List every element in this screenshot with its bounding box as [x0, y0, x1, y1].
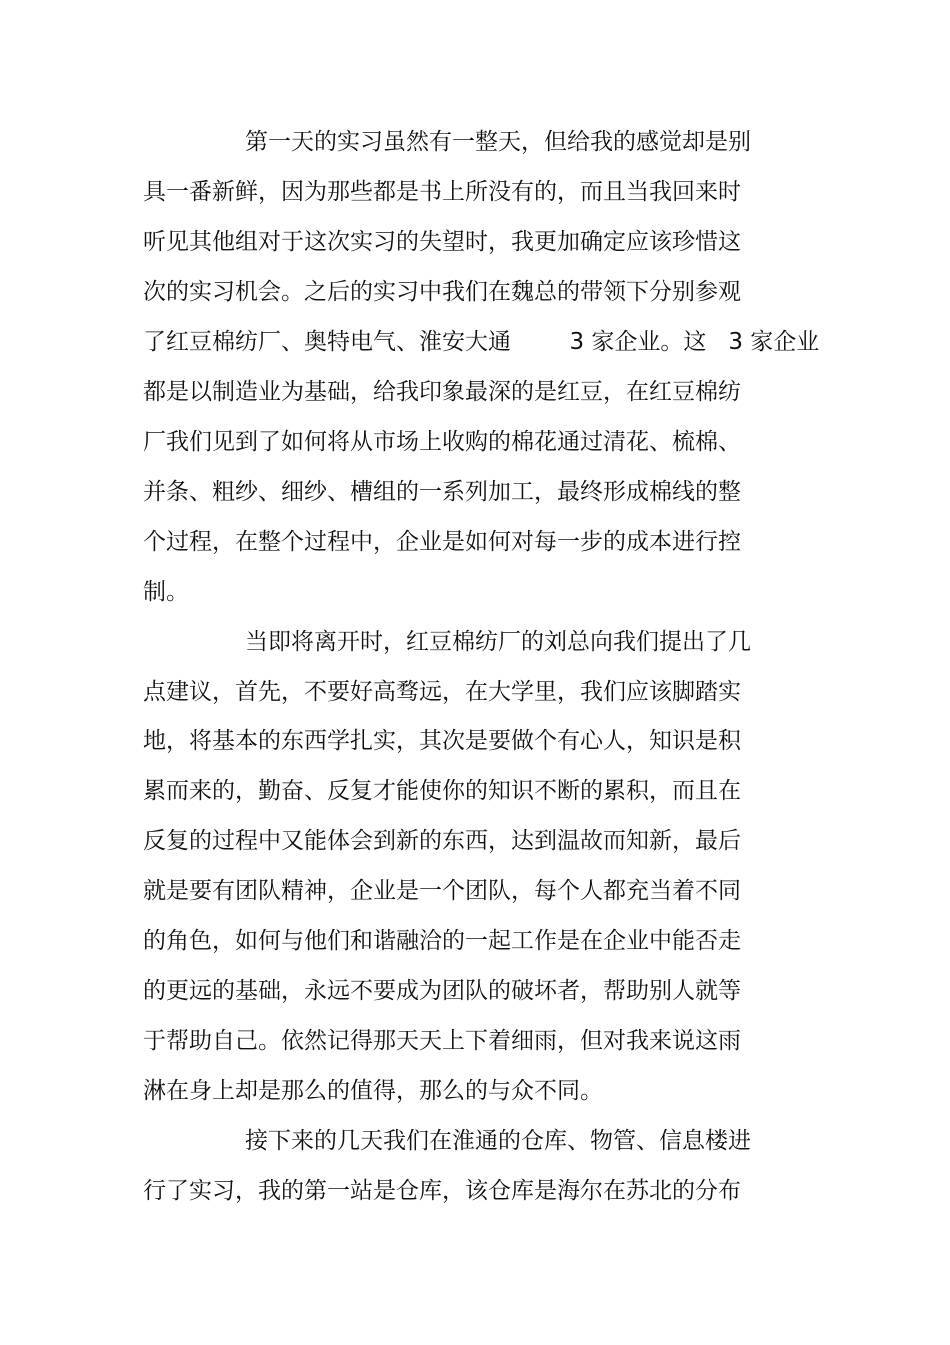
paragraph-1-line-8: 并条、粗纱、细纱、槽组的一系列加工，最终形成棉线的整	[143, 479, 741, 505]
paragraph-1-line-3: 听见其他组对于这次实习的失望时，我更加确定应该珍惜这	[143, 229, 741, 255]
paragraph-2-line-10: 淋在身上却是那么的值得，那么的与众不同。	[143, 1078, 603, 1104]
paragraph-1-line-10: 制。	[143, 579, 189, 605]
paragraph-2-line-5: 反复的过程中又能体会到新的东西，达到温故而知新，最后	[143, 828, 741, 854]
paragraph-1-line-9: 个过程，在整个过程中，企业是如何对每一步的成本进行控	[143, 529, 741, 555]
paragraph-2-line-8: 的更远的基础，永远不要成为团队的破坏者，帮助别人就等	[143, 978, 741, 1004]
paragraph-3-line-2: 行了实习，我的第一站是仓库，该仓库是海尔在苏北的分布	[143, 1178, 741, 1204]
paragraph-1-line-7: 厂我们见到了如何将从市场上收购的棉花通过清花、梳棉、	[143, 429, 741, 455]
paragraph-2-line-3: 地，将基本的东西学扎实，其次是要做个有心人，知识是积	[143, 728, 741, 754]
paragraph-2-line-1: 当即将离开时，红豆棉纺厂的刘总向我们提出了几	[245, 629, 751, 655]
paragraph-1-line-2: 具一番新鲜，因为那些都是书上所没有的，而且当我回来时	[143, 179, 741, 205]
paragraph-2-line-6: 就是要有团队精神，企业是一个团队，每个人都充当着不同	[143, 878, 741, 904]
paragraph-3-line-1: 接下来的几天我们在淮通的仓库、物管、信息楼进	[245, 1128, 751, 1154]
paragraph-1-line-1: 第一天的实习虽然有一整天，但给我的感觉却是别	[245, 129, 751, 155]
paragraph-2-line-4: 累而来的，勤奋、反复才能使你的知识不断的累积，而且在	[143, 778, 741, 804]
paragraph-2-line-2: 点建议，首先，不要好高骛远，在大学里，我们应该脚踏实	[143, 679, 741, 705]
paragraph-1-line-5: 了红豆棉纺厂、奥特电气、淮安大通 3 家企业。这 3 家企业	[143, 329, 820, 355]
paragraph-2-line-9: 于帮助自己。依然记得那天天上下着细雨，但对我来说这雨	[143, 1028, 741, 1054]
paragraph-2-line-7: 的角色，如何与他们和谐融洽的一起工作是在企业中能否走	[143, 928, 741, 954]
paragraph-1-line-6: 都是以制造业为基础，给我印象最深的是红豆，在红豆棉纺	[143, 379, 741, 405]
paragraph-1-line-4: 次的实习机会。之后的实习中我们在魏总的带领下分别参观	[143, 279, 741, 305]
